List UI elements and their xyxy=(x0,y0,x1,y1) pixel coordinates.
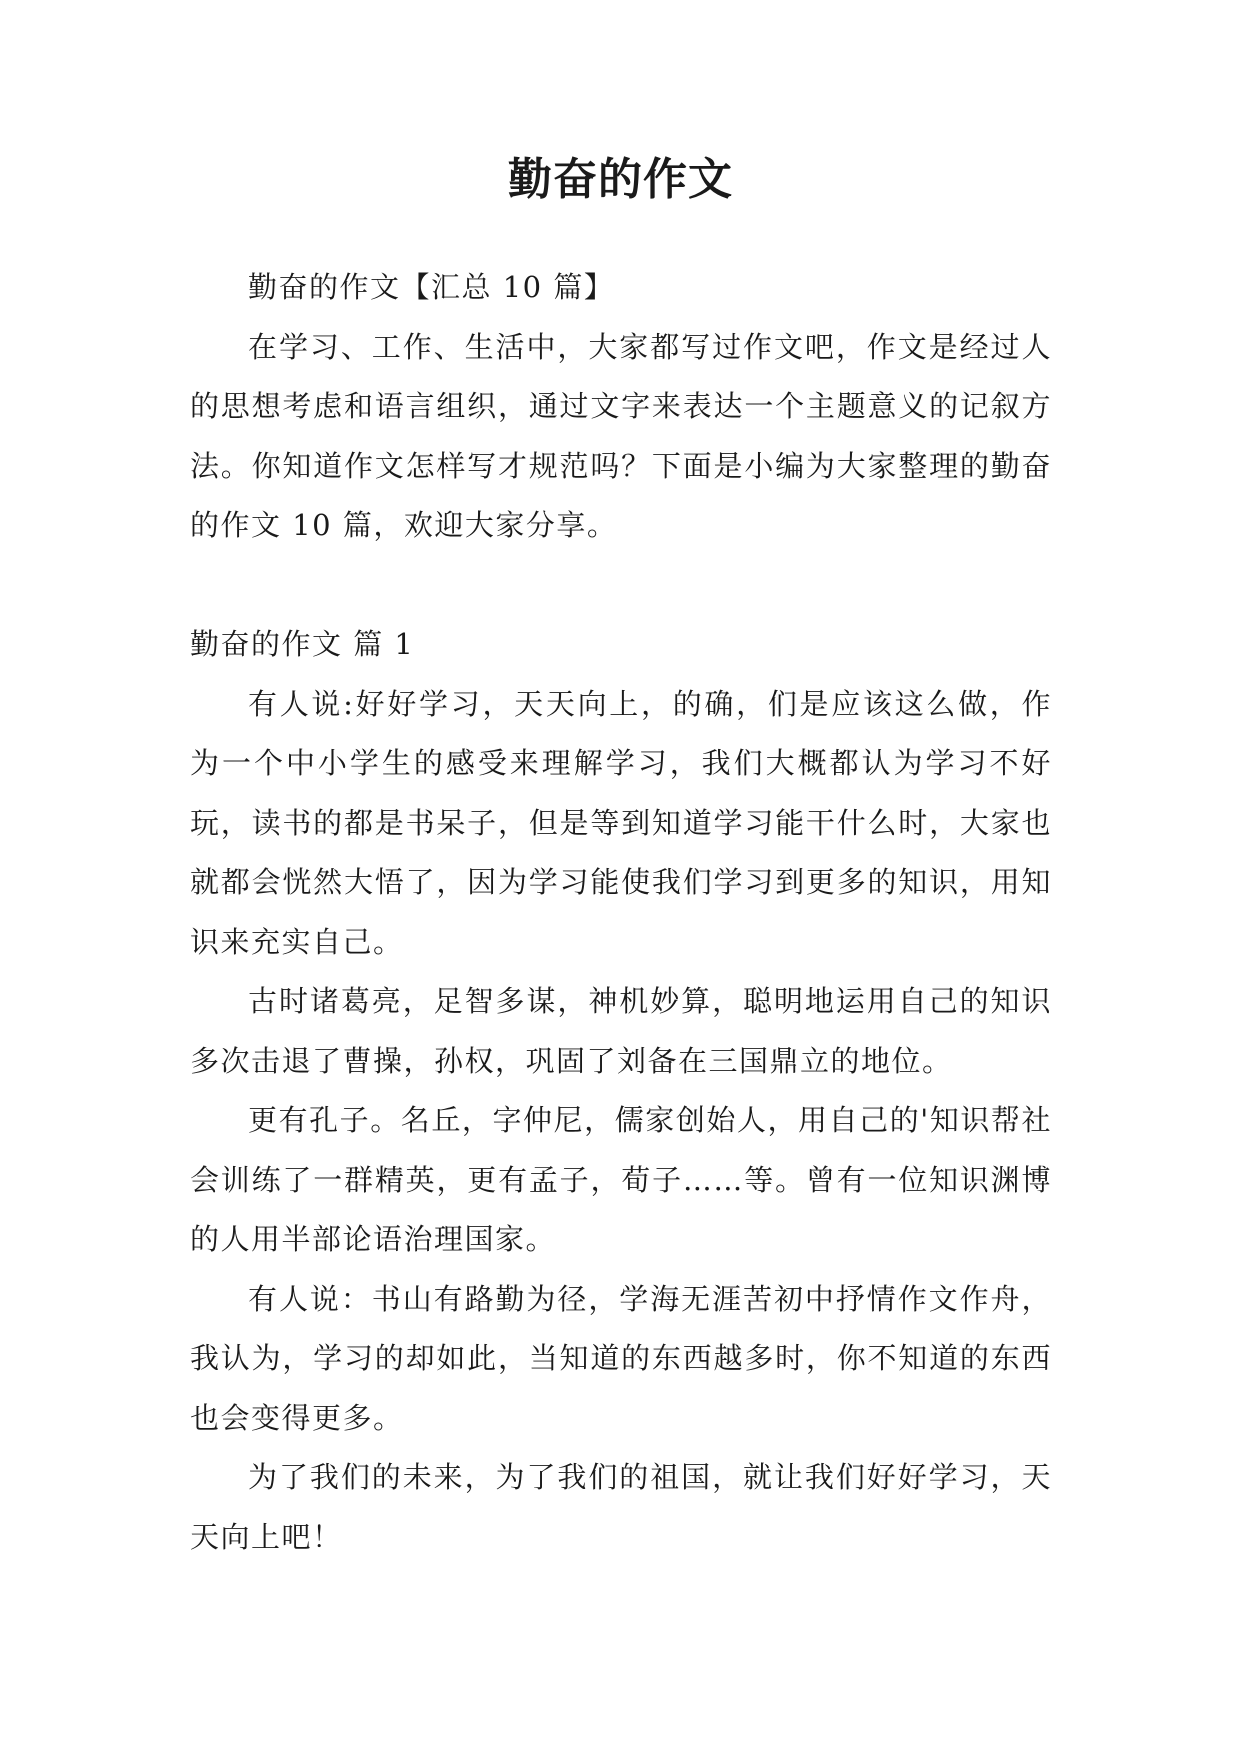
document-body xyxy=(190,258,1052,1567)
section-paragraph-1: 有人说:好好学习，天天向上，的确，们是应该这么做，作为一个中小学生的感受来理解学习，我们大概都认为学习不好玩，读书的都是书呆子，但是等到知道学习能干什么时，大家也就都会恍然大悟了，因为学习能使我们学习到更多的知识，用知识来充实自己。 xyxy=(190,686,1052,959)
section-paragraph-2: 古时诸葛亮，足智多谋，神机妙算，聪明地运用自己的知识多次击退了曹操，孙权，巩固了刘备在三国鼎立的地位。 xyxy=(190,984,1052,1078)
intro-subtitle: 勤奋的作文【汇总 10 篇】 xyxy=(248,270,615,304)
section-paragraph-4: 有人说：书山有路勤为径，学海无涯苦初中抒情作文作舟，我认为，学习的却如此，当知道的东西越多时，你不知道的东西也会变得更多。 xyxy=(190,1281,1052,1435)
section-paragraph-3: 更有孔子。名丘，字仲尼，儒家创始人，用自己的'知识帮社会训练了一群精英，更有孟子，荀子……等。曾有一位知识渊博的人用半部论语治理国家。 xyxy=(190,1103,1052,1256)
intro-paragraph: 在学习、工作、生活中，大家都写过作文吧，作文是经过人的思想考虑和语言组织，通过文字来表达一个主题意义的记叙方法。你知道作文怎样写才规范吗？下面是小编为大家整理的勤奋的作文 10 篇，欢迎大家分享。 xyxy=(190,329,1052,542)
section-paragraph-5: 为了我们的未来，为了我们的祖国，就让我们好好学习，天天向上吧！ xyxy=(190,1460,1052,1554)
document-title: 勤奋的作文 xyxy=(508,154,733,205)
section-heading: 勤奋的作文 篇 1 xyxy=(190,627,415,661)
